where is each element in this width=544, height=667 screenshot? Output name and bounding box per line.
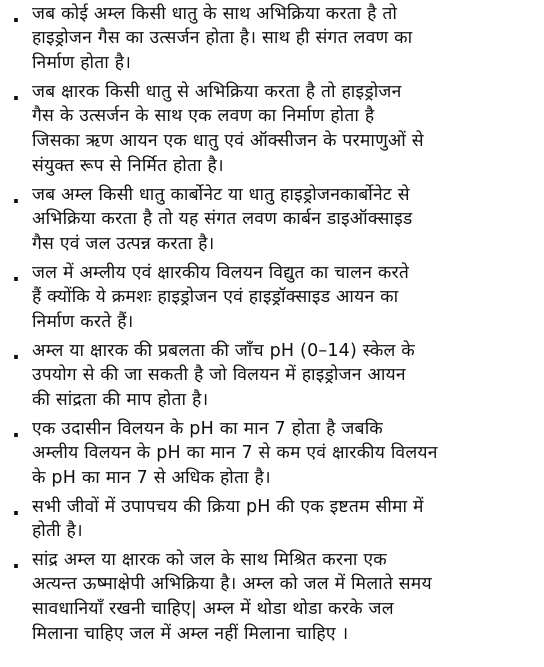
bullet-item <box>6 183 538 257</box>
bullet-dot: . <box>12 549 20 573</box>
bullet-dot: . <box>12 3 20 27</box>
bullet-item <box>6 548 538 647</box>
bullet-dot: . <box>12 418 20 442</box>
bullet-text-line: एक उदासीन विलयन के pH का मान 7 होता है जबकि <box>32 419 383 439</box>
summary-bullet-list <box>6 2 538 647</box>
bullet-text-line: अत्यन्त ऊष्माक्षेपी अभिक्रिया है। अम्ल को जल में मिलाते समय <box>32 574 432 594</box>
bullet-text-line: सांद्र अम्ल या क्षारक को जल के साथ मिश्रित करना एक <box>32 550 387 570</box>
bullet-item <box>6 495 538 544</box>
bullet-dot: . <box>12 81 20 105</box>
bullet-item <box>6 2 538 76</box>
bullet-text-line: अम्ल या क्षारक की प्रबलता की जाँच pH (0–14) स्केल के <box>32 341 415 361</box>
bullet-text-line: उपयोग से की जा सकती है जो विलयन में हाइड्रोजन आयन <box>32 365 406 385</box>
bullet-item <box>6 261 538 335</box>
bullet-dot: . <box>12 184 20 208</box>
bullet-dot: . <box>12 262 20 286</box>
bullet-item <box>6 80 538 179</box>
bullet-dot: . <box>12 496 20 520</box>
bullet-text-line: की सांद्रता की माप होता है। <box>32 390 209 410</box>
bullet-text-line: हैं क्योंकि ये क्रमशः हाइड्रोजन एवं हाइड्रॉक्साइड आयन का <box>32 287 399 307</box>
bullet-text-line: जब कोई अम्ल किसी धातु के साथ अभिक्रिया करता है तो <box>32 4 398 24</box>
bullet-text-line: गैस एवं जल उत्पन्न करता है। <box>32 234 215 254</box>
bullet-text-line: गैस के उत्सर्जन के साथ एक लवण का निर्माण होता है <box>32 106 375 126</box>
bullet-text-line: मिलाना चाहिए जल में अम्ल नहीं मिलाना चाहिए । <box>32 624 349 644</box>
bullet-text-line: जब अम्ल किसी धातु कार्बोनेट या धातु हाइड्रोजनकार्बोनेट से <box>32 185 410 205</box>
bullet-text-line: अम्लीय विलयन के pH का मान 7 से कम एवं क्षारकीय विलयन <box>32 443 438 463</box>
bullet-item <box>6 339 538 413</box>
bullet-text-line: निर्माण होता है। <box>32 53 132 73</box>
bullet-text-line: जल में अम्लीय एवं क्षारकीय विलयन विद्युत का चालन करते <box>32 263 410 283</box>
bullet-text-line: सावधानियाँ रखनी चाहिए| अम्ल में थोडा थोडा करके जल <box>32 599 394 619</box>
bullet-text-line: निर्माण करते हैं। <box>32 312 134 332</box>
bullet-text-line: होती है। <box>32 521 83 541</box>
bullet-text-line: हाइड्रोजन गैस का उत्सर्जन होता है। साथ ही संगत लवण का <box>32 28 413 48</box>
bullet-item <box>6 417 538 491</box>
bullet-text-line: जब क्षारक किसी धातु से अभिक्रिया करता है तो हाइड्रोजन <box>32 82 402 102</box>
bullet-text-line: संयुक्त रूप से निर्मित होता है। <box>32 156 224 176</box>
bullet-text-line: जिसका ऋण आयन एक धातु एवं ऑक्सीजन के परमाणुओं से <box>32 131 424 151</box>
bullet-text-line: अभिक्रिया करता है तो यह संगत लवण कार्बन डाइऑक्साइड <box>32 209 413 229</box>
bullet-text-line: के pH का मान 7 से अधिक होता है। <box>32 468 271 488</box>
bullet-text-line: सभी जीवों में उपापचय की क्रिया pH की एक इष्टतम सीमा में <box>32 497 424 517</box>
bullet-dot: . <box>12 340 20 364</box>
